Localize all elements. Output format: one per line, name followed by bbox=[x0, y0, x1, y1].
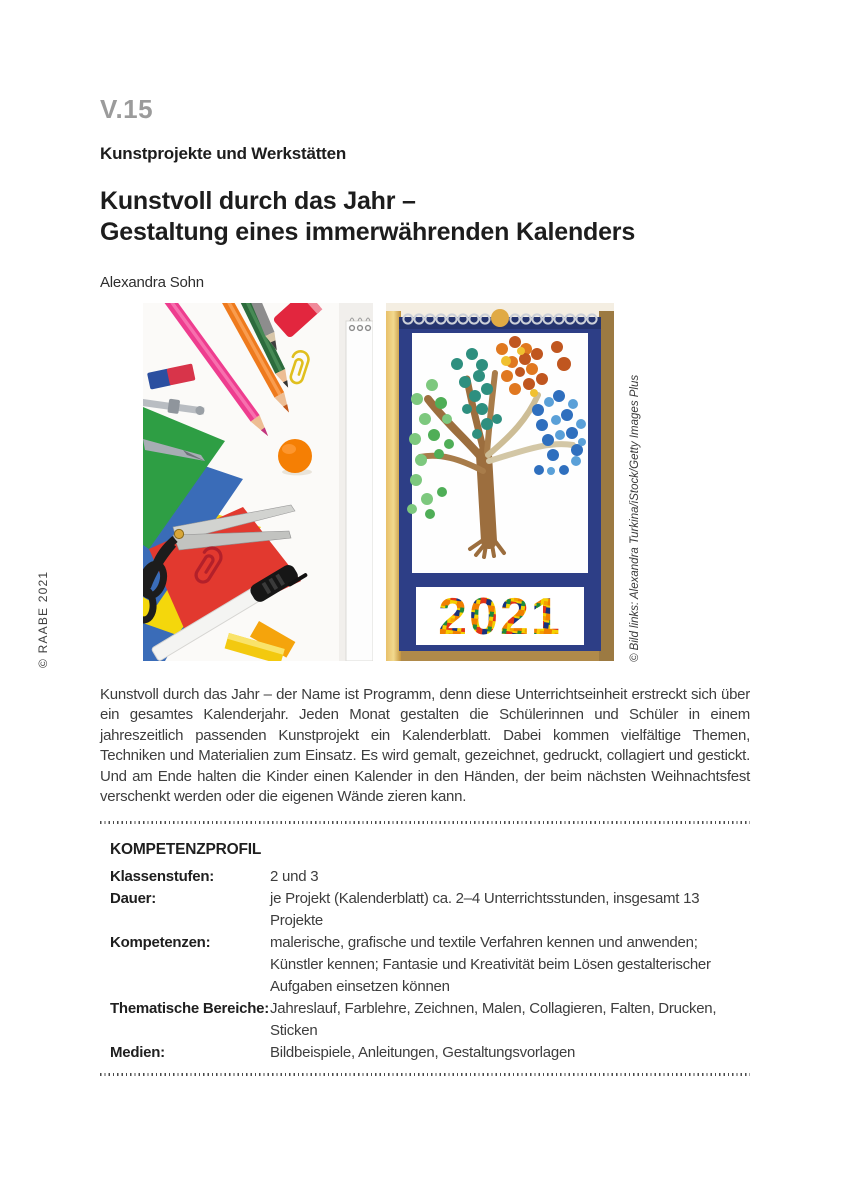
row-value: Bildbeispiele, Anleitungen, Gestaltungsvorlagen bbox=[270, 1044, 576, 1061]
competence-profile-table bbox=[110, 866, 750, 1064]
row-label: Dauer: bbox=[110, 890, 157, 907]
table-row bbox=[110, 932, 750, 998]
table-row bbox=[110, 866, 750, 888]
image-credit-vertical-label: © Bild links: Alexandra Turkina/iStock/Getty Images Plus bbox=[629, 374, 641, 662]
competence-profile-heading: KOMPETENZPROFIL bbox=[110, 841, 262, 858]
page-title-line1: Kunstvoll durch das Jahr – bbox=[100, 187, 416, 215]
table-row bbox=[110, 998, 750, 1042]
row-label: Klassenstufen: bbox=[110, 868, 215, 885]
dotted-divider-top bbox=[100, 821, 750, 824]
dotted-divider-bottom bbox=[100, 1073, 750, 1076]
row-label: Thematische Bereiche: bbox=[110, 1000, 269, 1017]
calendar-year-text: 2021 bbox=[438, 588, 562, 646]
row-label: Kompetenzen: bbox=[110, 934, 211, 951]
frame-right bbox=[599, 311, 614, 661]
row-value: Jahreslauf, Farblehre, Zeichnen, Malen, Collagieren, Falten, Drucken, Sticken bbox=[270, 1000, 717, 1039]
section-code: V.15 bbox=[100, 94, 154, 124]
table-row bbox=[110, 1042, 750, 1064]
page-title-line2: Gestaltung eines immerwährenden Kalenders bbox=[100, 218, 636, 246]
table-row bbox=[110, 888, 750, 932]
figure-row bbox=[143, 303, 614, 661]
row-value: je Projekt (Kalenderblatt) ca. 2–4 Unterrichtsstunden, insgesamt 13 Projekte bbox=[270, 890, 700, 929]
art-supplies-photo bbox=[143, 303, 373, 661]
row-label: Medien: bbox=[110, 1044, 165, 1061]
row-value: malerische, grafische und textile Verfahren kennen und anwenden; Künstler kennen; Fantasie und Kreativität beim Lösen gestalterischer Aufgaben einsetzen können bbox=[270, 934, 711, 995]
frame-left bbox=[386, 311, 401, 661]
notepad-icon bbox=[346, 318, 373, 661]
calendar-photo bbox=[386, 303, 614, 661]
row-value: 2 und 3 bbox=[270, 868, 319, 885]
author-name: Alexandra Sohn bbox=[100, 274, 204, 291]
copyright-vertical-label: © RAABE 2021 bbox=[36, 570, 50, 668]
intro-paragraph: Kunstvoll durch das Jahr – der Name ist Programm, denn diese Unterrichtseinheit erstreckt sich über ein gesamtes Kalenderjahr. Jeden Monat gestalten die Schülerinnen und Schüler in einem jahreszeitlich passenden Kunstprojekt ein Kalenderblatt. Dabei kommen vielfältige Themen, Techniken und Materialien zum Einsatz. Es wird gemalt, gezeichnet, gedruckt, collagiert und gestickt. Und am Ende halten die Kinder einen Kalender in den Händen, der beim nächsten Weihnachtsfest verschenkt werden oder die eigenen Wände zieren kann. bbox=[100, 686, 750, 806]
hanger-icon bbox=[491, 309, 509, 327]
series-title: Kunstprojekte und Werkstätten bbox=[100, 144, 347, 163]
page-title bbox=[100, 186, 740, 248]
